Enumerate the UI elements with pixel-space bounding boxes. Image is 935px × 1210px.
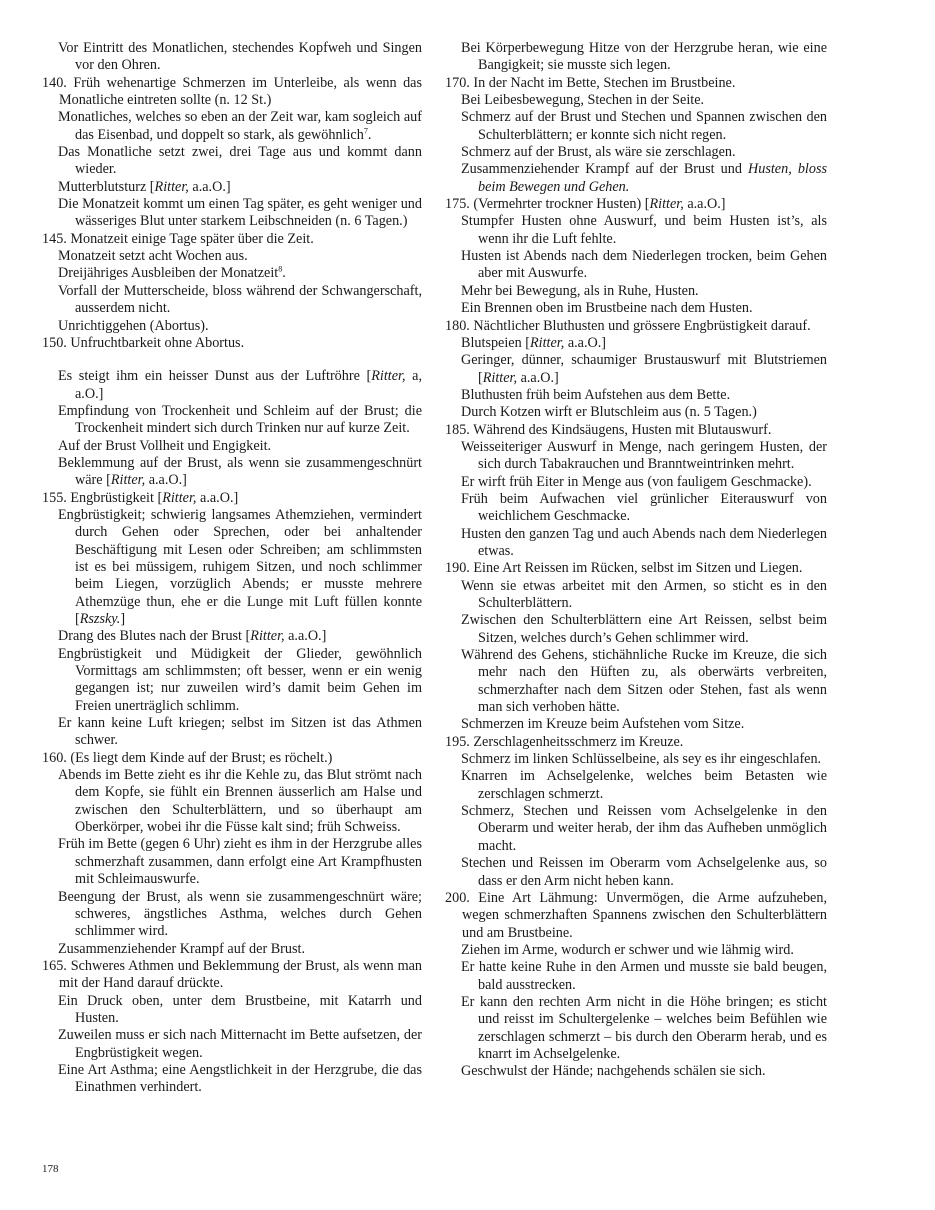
symptom-entry: Eine Art Asthma; eine Aengstlichkeit in der Herzgrube, die das Einathmen verhindert. <box>58 1061 422 1096</box>
symptom-entry: 155. Engbrüstigkeit [Ritter, a.a.O.] <box>42 489 239 506</box>
symptom-entry: Beklemmung auf der Brust, als wenn sie zusammengeschnürt wäre [Ritter, a.a.O.] <box>58 454 422 489</box>
symptom-entry: Beengung der Brust, als wenn sie zusammengeschnürt wäre; schweres, ängstliches Asthma, welches durch Gehen schlimmer wird. <box>58 888 422 940</box>
symptom-entry: Das Monatliche setzt zwei, drei Tage aus und kommt dann wieder. <box>58 144 422 178</box>
page-number: 178 <box>42 1163 59 1175</box>
symptom-entry: Husten den ganzen Tag und auch Abends nach dem Niederlegen etwas. <box>461 525 827 559</box>
symptom-entry: Bluthusten früh beim Aufstehen aus dem Bette. <box>461 386 731 403</box>
symptom-entry: Stumpfer Husten ohne Auswurf, und beim Husten ist’s, als wenn ihr die Luft fehlte. <box>461 213 827 247</box>
symptom-entry: Vorfall der Mutterscheide, bloss während der Schwangerschaft, ausserdem nicht. <box>58 282 422 317</box>
symptom-entry: Monatzeit setzt acht Wochen aus. <box>58 248 248 265</box>
symptom-entry: Schmerz auf der Brust, als wäre sie zerschlagen. <box>461 144 736 161</box>
symptom-entry: Weisseiteriger Auswurf in Menge, nach geringem Husten, der sich durch Tabakrauchen und Branntweintrinken mehrt. <box>461 438 827 473</box>
symptom-entry: Wenn sie etwas arbeitet mit den Armen, so sticht es in den Schulterblättern. <box>461 577 827 611</box>
symptom-entry: 145. Monatzeit einige Tage später über die Zeit. <box>42 230 314 247</box>
symptom-entry: Ein Brennen oben im Brustbeine nach dem Husten. <box>461 300 753 317</box>
symptom-entry: 160. (Es liegt dem Kinde auf der Brust; es röchelt.) <box>42 749 333 766</box>
symptom-entry: Bei Leibesbewegung, Stechen in der Seite. <box>461 92 705 109</box>
symptom-entry: 190. Eine Art Reissen im Rücken, selbst im Sitzen und Liegen. <box>445 560 803 577</box>
symptom-entry: Geringer, dünner, schaumiger Brustauswurf mit Blutstriemen [Ritter, a.a.O.] <box>461 352 827 386</box>
symptom-entry: Ziehen im Arme, wodurch er schwer und wie lähmig wird. <box>461 941 794 958</box>
symptom-entry: Engbrüstigkeit; schwierig langsames Athemziehen, vermindert durch Gehen oder Sprechen, oder bei anhaltender Beschäftigung mit Lesen oder Schreiben; am schlimmsten ist es bei müssigem, ruhigem Sitzen, und noch schlimmer beim Liegen, vorzüglich Abends; er musste mehrere Athemzüge thun, ehe er die Lunge mit Luft füllen konnte [Rszsky.] <box>58 506 422 627</box>
symptom-entry: Mutterblutsturz [Ritter, a.a.O.] <box>58 178 231 195</box>
symptom-entry: Abends im Bette zieht es ihr die Kehle zu, das Blut strömt nach dem Kopfe, sie fühlt ein Brennen äusserlich am Halse und zwischen den Schulterblättern, und so überhaupt am Oberkörper, wobei ihr die Füsse kalt sind; früh Schweiss. <box>58 767 422 836</box>
symptom-entry: Er kann den rechten Arm nicht in die Höhe bringen; es sticht und reisst im Schultergelenke – welches beim Befühlen wie zerschlagen schmerzt – bis durch den Oberarm herab, und es knarrt im Achselgelenke. <box>461 993 827 1062</box>
symptom-entry: 170. In der Nacht im Bette, Stechen im Brustbeine. <box>445 74 736 91</box>
symptom-entry: Husten ist Abends nach dem Niederlegen trocken, beim Gehen aber mit Auswurfe. <box>461 248 827 282</box>
symptom-entry: Monatliches, welches so eben an der Zeit war, kam sogleich auf das Eisenbad, und doppelt so stark, als gewöhnlich$^7$. <box>58 109 422 143</box>
left-column <box>42 40 422 1097</box>
symptom-entry: Zwischen den Schulterblättern eine Art Reissen, selbst beim Sitzen, welches durch’s Gehen schlimmer wird. <box>461 612 827 646</box>
symptom-entry: Schmerz auf der Brust und Stechen und Spannen zwischen den Schulterblättern; er konnte sich nicht regen. <box>461 109 827 143</box>
symptom-entry: Schmerz, Stechen und Reissen vom Achselgelenke in den Oberarm und weiter herab, der ihm das Aufheben unmöglich macht. <box>461 803 827 854</box>
symptom-entry: Es steigt ihm ein heisser Dunst aus der Luftröhre [Ritter, a, a.O.] <box>58 368 422 402</box>
symptom-entry: Engbrüstigkeit und Müdigkeit der Glieder, gewöhnlich Vormittags am schlimmsten; oft besser, wenn er ein wenig gegangen ist; nur zuweilen wird’s damit beim Gehen im Freien unerträglich schlimm. <box>58 645 422 714</box>
symptom-entry: Blutspeien [Ritter, a.a.O.] <box>461 334 607 351</box>
symptom-entry: 175. (Vermehrter trockner Husten) [Ritter, a.a.O.] <box>445 196 726 213</box>
symptom-entry: Zusammenziehender Krampf auf der Brust und Husten, bloss beim Bewegen und Gehen. <box>461 161 827 195</box>
symptom-entry: Stechen und Reissen im Oberarm vom Achselgelenke aus, so dass er den Arm nicht heben kann. <box>461 855 827 889</box>
symptom-entry: Er hatte keine Ruhe in den Armen und musste sie bald beugen, bald ausstrecken. <box>461 959 827 993</box>
symptom-entry: Auf der Brust Vollheit und Engigkeit. <box>58 437 272 454</box>
symptom-entry: 165. Schweres Athmen und Beklemmung der Brust, als wenn man mit der Hand darauf drückte. <box>42 957 422 992</box>
symptom-entry: Empfindung von Trockenheit und Schleim auf der Brust; die Trockenheit mindert sich durch Trinken nur auf kurze Zeit. <box>58 402 422 437</box>
symptom-entry: Schmerzen im Kreuze beim Aufstehen vom Sitze. <box>461 716 745 733</box>
symptom-entry: Mehr bei Bewegung, als in Ruhe, Husten. <box>461 282 699 299</box>
symptom-entry: 185. Während des Kindsäugens, Husten mit Blutauswurf. <box>445 421 772 438</box>
symptom-entry: Dreijähriges Ausbleiben der Monatzeit$^8$. <box>58 264 286 282</box>
symptom-entry: 150. Unfruchtbarkeit ohne Abortus. <box>42 334 245 351</box>
symptom-entry: Er wirft früh Eiter in Menge aus (von fauligem Geschmacke). <box>461 473 812 490</box>
symptom-entry: Unrichtiggehen (Abortus). <box>58 317 209 334</box>
symptom-entry: Ein Druck oben, unter dem Brustbeine, mit Katarrh und Husten. <box>58 992 422 1026</box>
symptom-entry: Früh beim Aufwachen viel grünlicher Eiterauswurf von weichlichem Geschmacke. <box>461 490 827 525</box>
symptom-entry: 180. Nächtlicher Bluthusten und grössere Engbrüstigkeit darauf. <box>445 317 811 334</box>
symptom-entry: 200. Eine Art Lähmung: Unvermögen, die Arme aufzuheben, wegen schmerzhaften Spannens zwischen den Schulterblättern und am Brustbeine. <box>445 889 827 941</box>
symptom-entry: Früh im Bette (gegen 6 Uhr) zieht es ihm in der Herzgrube alles schmerzhaft zusammen, dann erfolgt eine Art Krampfhusten mit Schleimauswurfe. <box>58 836 422 888</box>
symptom-entry: Während des Gehens, stichähnliche Rucke im Kreuze, die sich mehr nach den Hüften zu, als oberwärts verbreiten, schmerzhafter nach dem Sitzen oder Stehen, fast als wenn man sich verhoben hätte. <box>461 647 827 716</box>
symptom-entry: Schmerz im linken Schlüsselbeine, als sey es ihr eingeschlafen. <box>461 751 822 768</box>
symptom-entry: Drang des Blutes nach der Brust [Ritter, a.a.O.] <box>58 628 327 645</box>
symptom-entry: Er kann keine Luft kriegen; selbst im Sitzen ist das Athmen schwer. <box>58 715 422 749</box>
right-column <box>445 40 827 1081</box>
symptom-entry: 195. Zerschlagenheitsschmerz im Kreuze. <box>445 733 684 750</box>
symptom-entry: Knarren im Achselgelenke, welches beim Betasten wie zerschlagen schmerzt. <box>461 768 827 802</box>
symptom-entry: Durch Kotzen wirft er Blutschleim aus (n. 5 Tagen.) <box>461 404 757 421</box>
symptom-entry: Geschwulst der Hände; nachgehends schälen sie sich. <box>461 1063 766 1080</box>
symptom-entry: Bei Körperbewegung Hitze von der Herzgrube heran, wie eine Bangigkeit; sie musste sich legen. <box>461 40 827 74</box>
symptom-entry: Zuweilen muss er sich nach Mitternacht im Bette aufsetzen, der Engbrüstigkeit wegen. <box>58 1027 422 1061</box>
symptom-entry: Zusammenziehender Krampf auf der Brust. <box>58 940 306 957</box>
symptom-entry: 140. Früh wehenartige Schmerzen im Unterleibe, als wenn das Monatliche eintreten sollte (n. 12 St.) <box>42 74 422 109</box>
symptom-entry: Die Monatzeit kommt um einen Tag später, es geht weniger und wässeriges Blut unter starkem Leibschneiden (n. 6 Tagen.) <box>58 196 422 230</box>
symptom-entry: Vor Eintritt des Monatlichen, stechendes Kopfweh und Singen vor den Ohren. <box>58 40 422 74</box>
